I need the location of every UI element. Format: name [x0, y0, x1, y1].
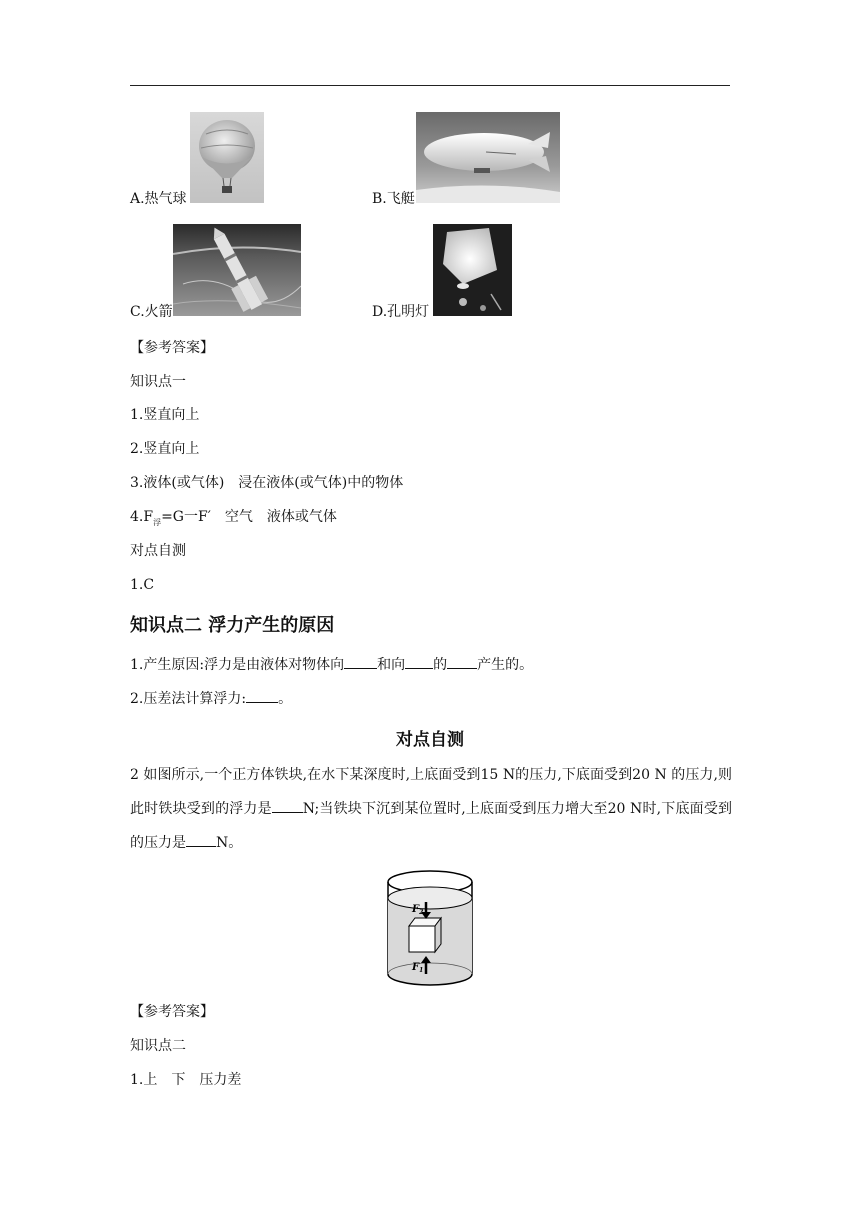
option-d-label: D.孔明灯: [372, 304, 430, 320]
fill-blank: [272, 798, 303, 813]
fill-blank: [186, 832, 216, 847]
fill-blank: [405, 654, 433, 669]
answer-item-4-prefix: 4.F: [130, 509, 154, 525]
option-c-label: C.火箭: [130, 304, 173, 320]
self-test-label-1: 对点自测: [130, 543, 186, 559]
question-1-cause: [130, 654, 533, 674]
fill-blank: [246, 688, 278, 703]
answer-heading-2: 【参考答案】: [130, 1004, 214, 1020]
answer-item-4: [130, 508, 337, 532]
q2-text-b: 。: [278, 691, 293, 707]
q1-text-d: 产生的。: [477, 657, 534, 673]
answer-item-4-rest: =G一F′ 空气 液体或气体: [161, 509, 337, 525]
q-text-b: N;当铁块下沉到某位置时,上底面受到压力增大至20 N时,下底面受到的压力是: [130, 801, 732, 851]
q1-text-b: 和向: [377, 657, 406, 673]
q1-text-c: 的: [433, 657, 448, 673]
self-test-title-2: 对点自测: [396, 730, 464, 750]
force-label-f1: $F_1$: [412, 962, 424, 974]
knowledge-point-2-label: 知识点二: [130, 1038, 186, 1054]
section-heading-knowledge-point-2: 知识点二 浮力产生的原因: [130, 615, 335, 636]
answer-item-2: 2.竖直向上: [130, 441, 200, 457]
submerged-cube-figure: [385, 868, 475, 988]
answer-item-4-subscript: 浮: [153, 517, 162, 527]
self-test-question-2: [130, 758, 732, 860]
answer-item-3: 3.液体(或气体) 浸在液体(或气体)中的物体: [130, 475, 404, 491]
q-text-a: 2 如图所示,一个正方体铁块,在水下某深度时,上底面受到15 N的压力,下底面受到20 N 的压力,则此时铁块受到的浮力是: [130, 767, 732, 817]
fill-blank: [447, 654, 477, 669]
knowledge-point-1-label: 知识点一: [130, 374, 186, 390]
q2-text-a: 2.压差法计算浮力:: [130, 691, 247, 707]
airship-image: [416, 112, 560, 203]
header-rule: [130, 85, 730, 86]
answer-heading-1: 【参考答案】: [130, 340, 214, 356]
sky-lantern-image: [433, 224, 512, 316]
fill-blank: [344, 654, 377, 669]
answer-item-1: 1.竖直向上: [130, 407, 200, 423]
q1-text-a: 1.产生原因:浮力是由液体对物体向: [130, 657, 345, 673]
answer-2-item-1: 1.上 下 压力差: [130, 1072, 242, 1088]
self-test-answer-1: 1.C: [130, 577, 155, 593]
hot-air-balloon-image: [190, 112, 264, 203]
q-text-c: N。: [216, 835, 243, 851]
option-b-label: B.飞艇: [372, 191, 415, 207]
rocket-image: [173, 224, 301, 316]
option-a-label: A.热气球: [130, 191, 187, 207]
force-label-f2: $F_2$: [412, 904, 424, 916]
question-2-pressure-difference: [130, 688, 292, 708]
